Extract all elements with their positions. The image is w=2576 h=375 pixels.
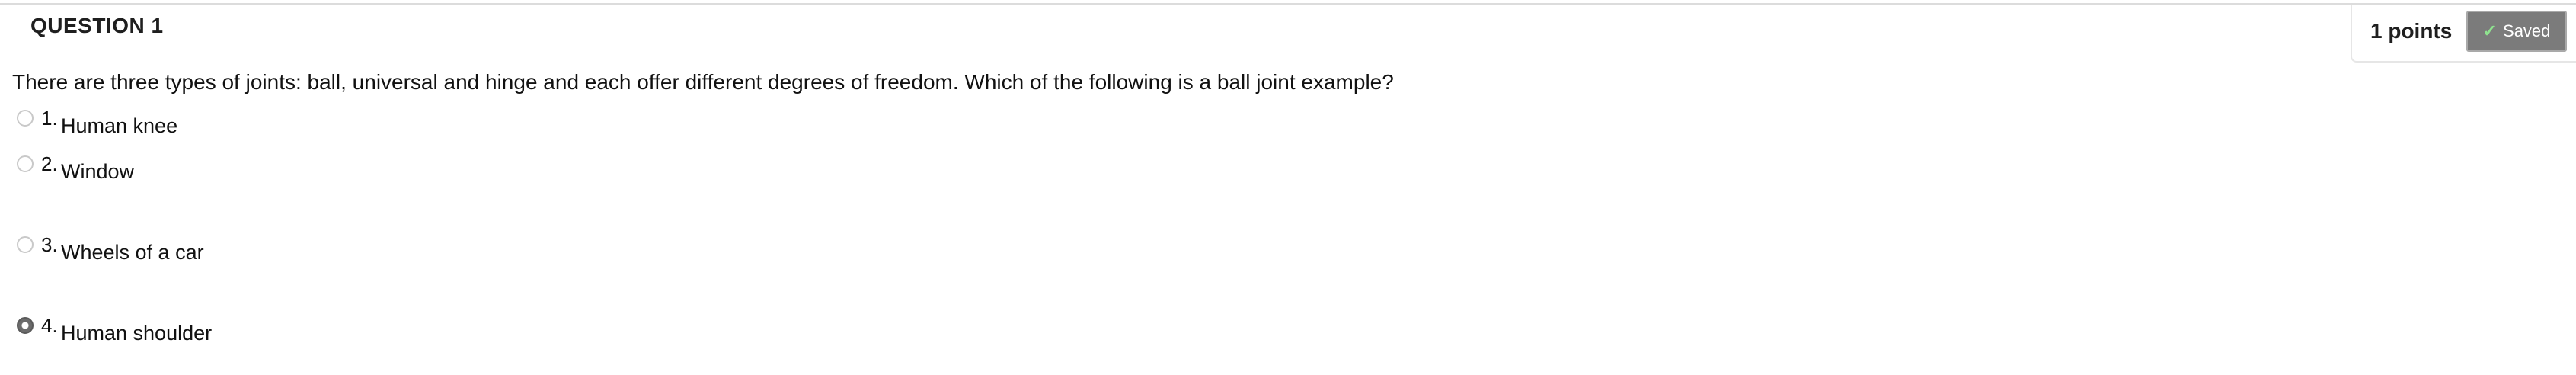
question-prompt: There are three types of joints: ball, universal and hinge and each offer different degrees of freedom. Which of the following is a ball joint example?: [12, 70, 1394, 94]
option-3-radio[interactable]: [17, 236, 34, 253]
option-3-label[interactable]: Wheels of a car: [61, 241, 204, 264]
option-3[interactable]: [15, 233, 320, 267]
option-2-label[interactable]: Window: [61, 160, 135, 183]
saved-label: Saved: [2503, 21, 2551, 40]
option-4[interactable]: [15, 314, 320, 348]
top-divider: [0, 3, 2576, 5]
option-1[interactable]: [15, 107, 320, 140]
option-4-radio[interactable]: [17, 317, 34, 334]
saved-status-button[interactable]: [2466, 11, 2567, 52]
question-title: QUESTION 1: [30, 14, 164, 37]
option-4-label[interactable]: Human shoulder: [61, 322, 213, 345]
option-1-label[interactable]: Human knee: [61, 114, 178, 137]
option-4-number: 4.: [41, 314, 58, 337]
option-1-number: 1.: [41, 107, 58, 130]
option-2[interactable]: [15, 152, 320, 186]
option-3-number: 3.: [41, 233, 58, 256]
points-panel: [2351, 5, 2576, 62]
option-2-number: 2.: [41, 152, 58, 175]
check-icon: ✓: [2482, 21, 2498, 40]
option-1-radio[interactable]: [17, 110, 34, 127]
points-label: 1 points: [2370, 19, 2453, 43]
option-2-radio[interactable]: [17, 155, 34, 172]
